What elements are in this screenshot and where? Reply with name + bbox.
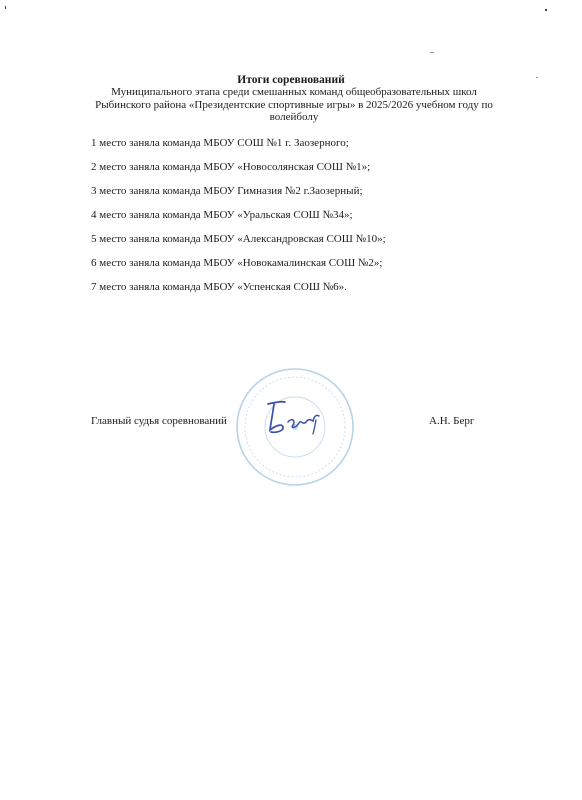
result-item-7: 7 место заняла команда МБОУ «Успенская СОШ №6». bbox=[91, 281, 347, 293]
results-list bbox=[91, 136, 386, 304]
result-item-5: 5 место заняла команда МБОУ «Александровская СОШ №10»; bbox=[91, 233, 386, 245]
result-item-3: 3 место заняла команда МБОУ Гимназия №2 г.Заозерный; bbox=[91, 185, 363, 197]
result-item-4: 4 место заняла команда МБОУ «Уральская СОШ №34»; bbox=[91, 209, 353, 221]
scan-speck bbox=[536, 77, 538, 78]
scan-speck bbox=[545, 9, 547, 11]
judge-label: Главный судья соревнований bbox=[91, 415, 227, 427]
scan-speck bbox=[5, 6, 6, 9]
document-subtitle: Муниципального этапа среди смешанных команд общеобразовательных школ Рыбинского района «Президентские спортивные игры» в 2025/2026 учебном году по волейболу bbox=[95, 86, 493, 123]
document-title: Итоги соревнований bbox=[237, 74, 345, 86]
result-item-6: 6 место заняла команда МБОУ «Новокамалинская СОШ №2»; bbox=[91, 257, 383, 269]
scan-speck bbox=[430, 52, 434, 53]
result-item-1: 1 место заняла команда МБОУ СОШ №1 г. Заозерного; bbox=[91, 137, 349, 149]
judge-name: А.Н. Берг bbox=[429, 415, 475, 427]
handwritten-signature bbox=[258, 396, 328, 438]
result-item-2: 2 место заняла команда МБОУ «Новосолянская СОШ №1»; bbox=[91, 161, 371, 173]
